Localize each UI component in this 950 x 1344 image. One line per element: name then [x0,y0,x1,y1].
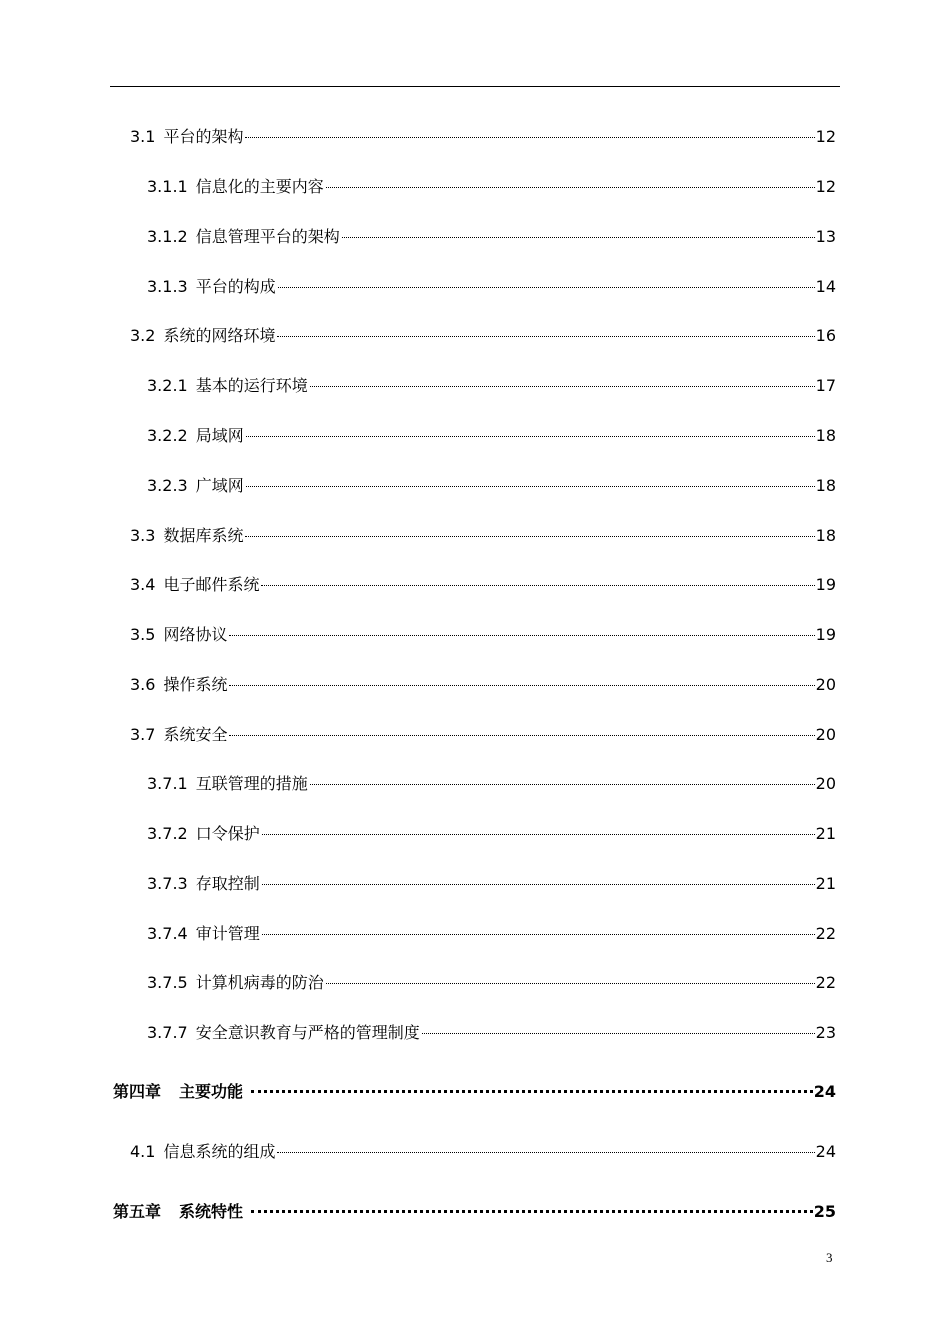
toc-entry-title: 互联管理的措施 [195,774,308,793]
toc-entry-title: 计算机病毒的防治 [195,973,324,992]
toc-entry[interactable] [130,127,836,147]
toc-entry-number: 3.3 [130,526,156,545]
toc-dot-leader [326,187,815,188]
toc-entry-title: 安全意识教育与严格的管理制度 [195,1023,420,1042]
toc-entry-page: 23 [815,1023,836,1042]
toc-entry-page: 24 [815,1142,836,1161]
toc-entry-page: 21 [815,824,836,843]
page-number: 3 [826,1250,833,1265]
toc-entry-number: 3.7 [130,725,156,744]
toc-dot-leader [278,287,815,288]
toc-entry-page: 16 [815,326,836,345]
toc-dot-leader [229,735,814,736]
toc-entry-title: 数据库系统 [163,526,244,545]
toc-entry-page: 21 [815,874,836,893]
toc-entry[interactable] [130,675,836,695]
toc-entry-title: 系统安全 [163,725,228,744]
toc-dot-leader [245,137,814,138]
toc-entry-title: 平台的构成 [195,277,276,296]
toc-dot-leader [310,386,815,387]
toc-chapter-entry[interactable] [113,1082,836,1102]
toc-chapter-entry[interactable] [113,1202,836,1222]
toc-entry-page: 12 [815,127,836,146]
toc-entry-number: 3.1.3 [147,277,188,296]
toc-dot-leader [229,685,814,686]
toc-dot-leader [245,536,814,537]
toc-entry[interactable] [130,526,836,546]
toc-dot-leader [422,1033,815,1034]
toc-entry-title: 基本的运行环境 [195,376,308,395]
toc-entry-title: 审计管理 [195,924,260,943]
toc-entry-title: 操作系统 [163,675,228,694]
toc-entry[interactable] [147,824,836,844]
toc-entry-page: 13 [815,227,836,246]
toc-entry[interactable] [147,227,836,247]
toc-chapter-title: 主要功能 [179,1082,244,1101]
toc-entry-title: 信息化的主要内容 [195,177,324,196]
toc-entry[interactable] [130,725,836,745]
toc-dot-leader [251,1210,813,1213]
toc-entry-page: 18 [815,526,836,545]
toc-entry-title: 电子邮件系统 [163,575,260,594]
toc-entry[interactable] [147,874,836,894]
toc-entry-number: 3.2.2 [147,426,188,445]
toc-entry-number: 3.7.2 [147,824,188,843]
toc-dot-leader [246,436,815,437]
toc-entry[interactable] [130,625,836,645]
toc-entry[interactable] [147,426,836,446]
toc-entry-number: 3.1.1 [147,177,188,196]
toc-entry-number: 3.2.1 [147,376,188,395]
toc-dot-leader [229,635,814,636]
toc-entry-page: 19 [815,625,836,644]
toc-entry-number: 3.7.5 [147,973,188,992]
toc-entry-number: 3.7.1 [147,774,188,793]
toc-entry[interactable] [147,376,836,396]
toc-entry-title: 广域网 [195,476,244,495]
toc-entry-title: 信息系统的组成 [163,1142,276,1161]
toc-entry-title: 存取控制 [195,874,260,893]
toc-entry-page: 18 [815,426,836,445]
toc-chapter-number: 第四章 [113,1082,162,1101]
toc-dot-leader [262,884,815,885]
toc-entry-number: 3.7.7 [147,1023,188,1042]
toc-entry[interactable] [147,277,836,297]
toc-chapter-page: 25 [813,1202,836,1221]
toc-dot-leader [262,934,815,935]
toc-entry-title: 平台的架构 [163,127,244,146]
toc-chapter-number: 第五章 [113,1202,162,1221]
toc-entry-page: 22 [815,924,836,943]
toc-dot-leader [277,1152,814,1153]
toc-chapter-page: 24 [813,1082,836,1101]
toc-entry[interactable] [130,1142,836,1162]
toc-entry-page: 20 [815,675,836,694]
toc-dot-leader [251,1090,813,1093]
toc-entry-page: 20 [815,725,836,744]
toc-entry-number: 4.1 [130,1142,156,1161]
toc-chapter-title: 系统特性 [179,1202,244,1221]
toc-dot-leader [261,585,814,586]
toc-entry[interactable] [130,326,836,346]
toc-entry-number: 3.6 [130,675,156,694]
toc-entry-number: 3.7.4 [147,924,188,943]
toc-entry-page: 12 [815,177,836,196]
toc-entry[interactable] [147,1023,836,1043]
toc-entry-number: 3.2.3 [147,476,188,495]
toc-entry-title: 局域网 [195,426,244,445]
toc-dot-leader [246,486,815,487]
toc-entry-page: 20 [815,774,836,793]
toc-dot-leader [326,983,815,984]
toc-dot-leader [310,784,815,785]
toc-entry-number: 3.1 [130,127,156,146]
toc-entry-title: 系统的网络环境 [163,326,276,345]
toc-entry-number: 3.4 [130,575,156,594]
toc-entry-page: 17 [815,376,836,395]
toc-entry[interactable] [147,476,836,496]
toc-entry-page: 22 [815,973,836,992]
toc-entry[interactable] [147,924,836,944]
toc-entry-page: 14 [815,277,836,296]
toc-entry-number: 3.1.2 [147,227,188,246]
toc-entry-page: 19 [815,575,836,594]
toc-dot-leader [342,237,815,238]
toc-entry[interactable] [147,774,836,794]
toc-entry-title: 口令保护 [195,824,260,843]
toc-entry-number: 3.2 [130,326,156,345]
toc-entry-page: 18 [815,476,836,495]
toc-entry-title: 信息管理平台的架构 [195,227,340,246]
toc-entry[interactable] [147,177,836,197]
toc-entry-number: 3.5 [130,625,156,644]
toc-entry[interactable] [130,575,836,595]
toc-dot-leader [277,336,814,337]
toc-dot-leader [262,834,815,835]
toc-entry[interactable] [147,973,836,993]
toc-entry-title: 网络协议 [163,625,228,644]
toc-entry-number: 3.7.3 [147,874,188,893]
